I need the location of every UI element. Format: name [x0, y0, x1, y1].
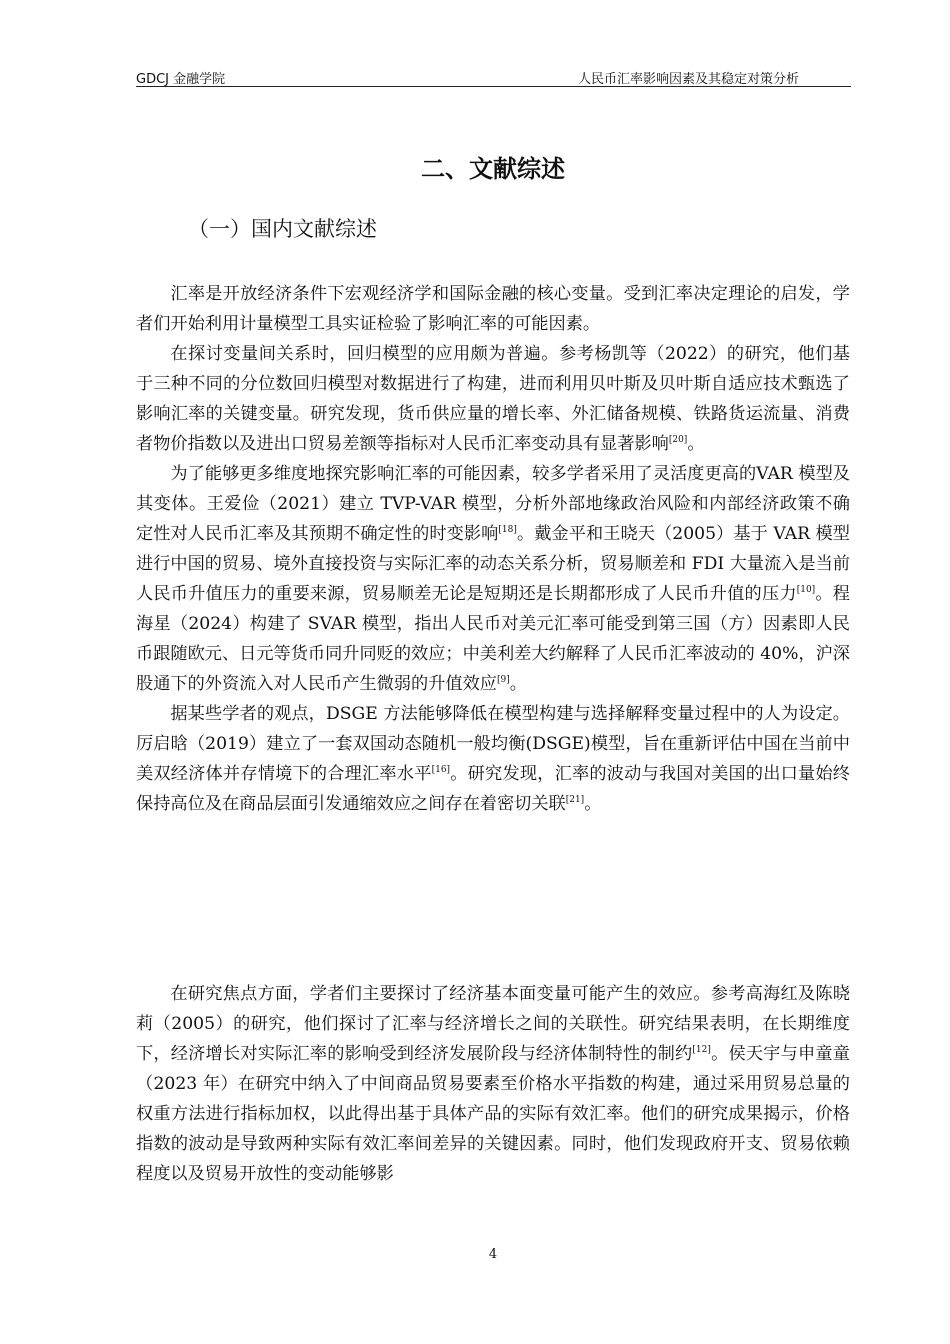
header-thesis-title: 人民币汇率影响因素及其稳定对策分析	[577, 72, 799, 87]
citation: [20]	[668, 435, 688, 445]
paragraph-2: 在探讨变量间关系时，回归模型的应用颇为普遍。参考杨凯等（2022）的研究，他们基于三种不同的分位数回归模型对数据进行了构建，进而利用贝叶斯及贝叶斯自适应技术甄选了影响汇率的关键变量。研究发现，货币供应量的增长率、外汇储备规模、铁路货运流量、消费者物价指数以及进出口贸易差额等指标对人民币汇率变动具有显著影响[20]。	[136, 344, 850, 454]
body-block-2	[136, 979, 850, 1189]
paragraph-5: 在研究焦点方面，学者们主要探讨了经济基本面变量可能产生的效应。参考高海红及陈晓莉（2005）的研究，他们探讨了汇率与经济增长之间的关联性。研究结果表明，在长期维度下，经济增长对实际汇率的影响受到经济发展阶段与经济体制特性的制约[12]。侯天宇与申童童（2023 年）在研究中纳入了中间商品贸易要素至价格水平指数的构建，通过采用贸易总量的权重方法进行指标加权，以此得出基于具体产品的实际有效汇率。他们的研究成果揭示，价格指数的波动是导致两种实际有效汇率间差异的关键因素。同时，他们发现政府开支、贸易依赖程度以及贸易开放性的变动能够影	[136, 984, 850, 1184]
paragraph-1: 汇率是开放经济条件下宏观经济学和国际金融的核心变量。受到汇率决定理论的启发，学者们开始利用计量模型工具实证检验了影响汇率的可能因素。	[136, 284, 850, 334]
running-header	[136, 66, 851, 87]
paragraph-3: 为了能够更多维度地探究影响汇率的可能因素，较多学者采用了灵活度更高的VAR 模型及其变体。王爱俭（2021）建立 TVP-VAR 模型，分析外部地缘政治风险和内部经济政策不确定性对人民币汇率及其预期不确定性的时变影响[18]。戴金平和王晓天（2005）基于 VAR 模型进行中国的贸易、境外直接投资与实际汇率的动态关系分析，贸易顺差和 FDI 大量流入是当前人民币升值压力的重要来源，贸易顺差无论是短期还是长期都形成了人民币升值的压力[10]。程海星（2024）构建了 SVAR 模型，指出人民币对美元汇率可能受到第三国（方）因素即人民币跟随欧元、日元等货币同升同贬的效应；中美利差大约解释了人民币汇率波动的 40%，沪深股通下的外资流入对人民币产生微弱的升值效应[9]。	[136, 464, 850, 694]
page-number: 4	[488, 1247, 498, 1262]
section-title: （一）国内文献综述	[188, 217, 377, 241]
citation: [21]	[565, 795, 585, 805]
citation: [10]	[796, 585, 816, 595]
citation: [12]	[692, 1045, 711, 1055]
header-institution: GDCJ 金融学院	[136, 72, 226, 87]
body-block-1	[136, 279, 850, 819]
chapter-title: 二、文献综述	[421, 155, 565, 183]
citation: [18]	[498, 525, 517, 535]
citation: [16]	[431, 765, 451, 775]
paragraph-4: 据某些学者的观点，DSGE 方法能够降低在模型构建与选择解释变量过程中的人为设定。厉启晗（2019）建立了一套双国动态随机一般均衡(DSGE)模型，旨在重新评估中国在当前中美双经济体并存情境下的合理汇率水平[16]。研究发现，汇率的波动与我国对美国的出口量始终保持高位及在商品层面引发通缩效应之间存在着密切关联[21]。	[136, 704, 850, 814]
citation: [9]	[496, 675, 510, 685]
